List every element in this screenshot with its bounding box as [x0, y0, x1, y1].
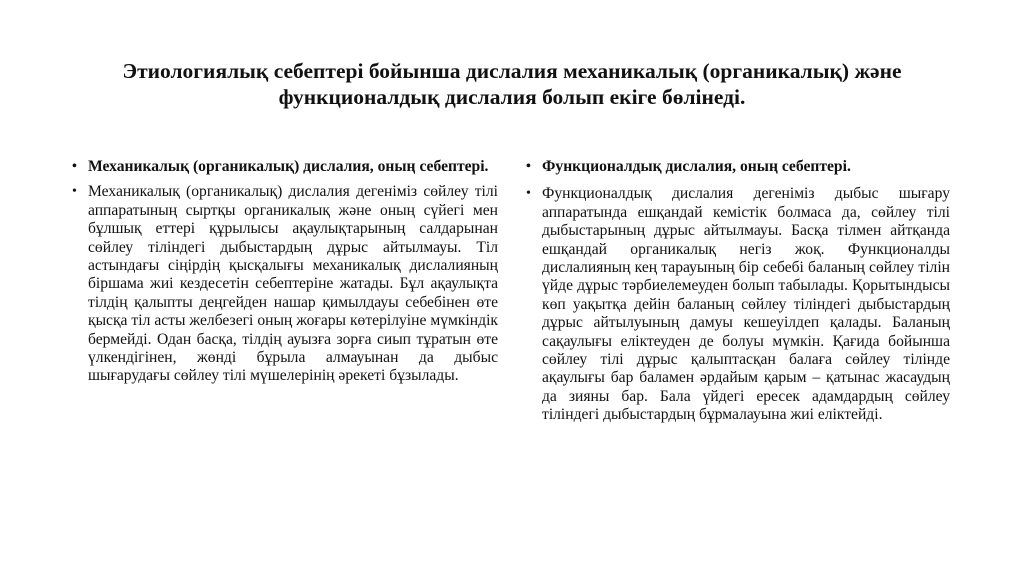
left-heading-bullet — [72, 158, 498, 176]
right-body-text: Функционалдық дислалия дегеніміз дыбыс шығару аппаратында ешқандай кемістік болмаса да, сөйлеу тілі дыбыстарының дұрыс айтылмауы. Басқа тілмен айтқанда ешқандай органикалық негіз жоқ. Функционалды дислалияның кең тарауының бір себебі баланың сөйлеу тілін үйде дұрыс тәрбиелемеуден болып табылады. Қорытындысы көп уақытқа дейін баланың сөйлеу тіліндегі дыбыстардың дұрыс айтылуының дамуы кешеуілдеп қалады. Баланың сақаулығы еліктеуден де болуы мүмкін. Қағида бойынша сөйлеу тілі дұрыс қалыптасқан балаға сөйлеу тілінде ақаулығы бар баламен әрдайым қарым – қатынас жасаудың да зияны бар. Бала үйдегі ересек адамдардың сөйлеу тіліндегі дыбыстардың бұрмалауына жиі еліктейді. — [542, 185, 950, 424]
right-heading-bullet — [526, 158, 950, 176]
left-heading-text: Механикалық (органикалық) дислалия, оның себептері. — [88, 158, 489, 175]
right-heading-text: Функционалдық дислалия, оның себептері. — [542, 158, 851, 175]
bullet-icon: • — [72, 159, 77, 174]
right-body-bullet — [526, 185, 950, 424]
left-body-text: Механикалық (органикалық) дислалия дегеніміз сөйлеу тілі аппаратының сыртқы органикалық және оның сүйегі мен бұлшық еттері құрылысы ақаулықтарының салдарынан сөйлеу тіліндегі дыбыстардың дұрыс айтылмауы. Тіл астындағы сіңірдің қысқалығы механикалық дислалияның біршама жиі кездесетін себептеріне жатады. Бұл ақаулықта тілдің қалыпты деңгейден нашар қимылдауы себебінен өте қысқа тіл асты желбезегі оның жоғары көтерілуіне мүмкіндік бермейді. Одан басқа, тілдің ауызға зорға сиып тұратын өте үлкендігінен, жөнді бұрыла алмауынан да дыбыс шығарудағы сөйлеу тілі мүшелерінің әрекеті бұзылады. — [88, 183, 498, 385]
slide-title: Этиологиялық себептері бойынша дислалия механикалық (органикалық) және функционалдық дислалия болып екіге бөлінеді. — [122, 59, 902, 109]
bullet-icon: • — [72, 184, 77, 200]
right-column — [526, 158, 950, 432]
bullet-icon: • — [526, 159, 531, 174]
left-body-bullet — [72, 183, 498, 385]
left-column — [72, 158, 498, 393]
bullet-icon: • — [526, 186, 531, 202]
